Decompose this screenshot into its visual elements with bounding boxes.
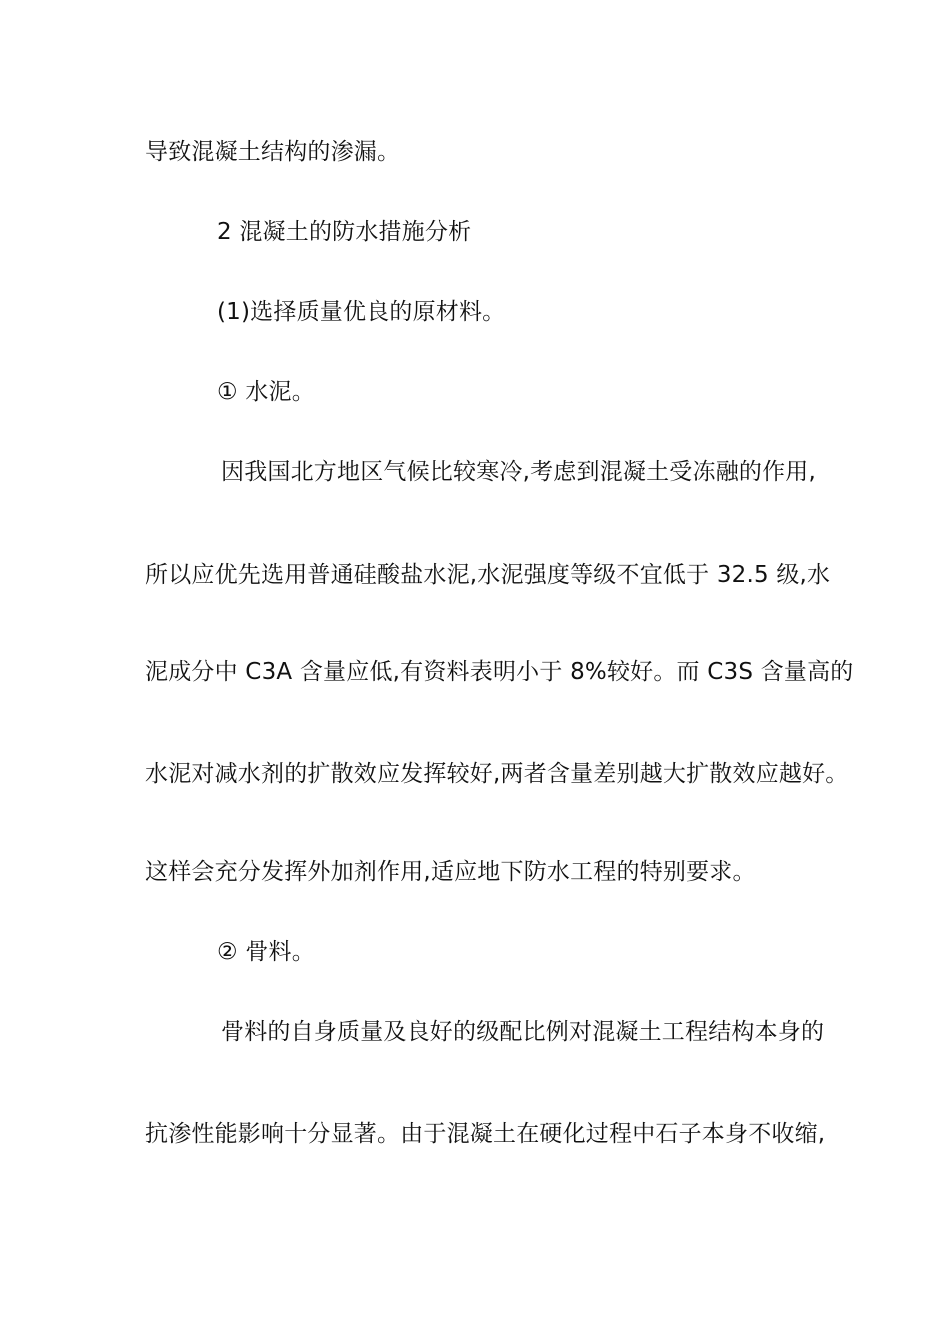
paragraph-line: 骨料的自身质量及良好的级配比例对混凝土工程结构本身的 (221, 1019, 825, 1045)
section-heading: 2 混凝土的防水措施分析 (217, 219, 472, 245)
paragraph-line: 抗渗性能影响十分显著。由于混凝土在硬化过程中石子本身不收缩, (145, 1121, 826, 1147)
subsection-heading: (1)选择质量优良的原材料。 (217, 299, 506, 325)
paragraph-line: 因我国北方地区气候比较寒冷,考虑到混凝土受冻融的作用, (221, 459, 817, 485)
paragraph-line: 这样会充分发挥外加剂作用,适应地下防水工程的特别要求。 (145, 859, 756, 885)
item-heading-cement: ① 水泥。 (217, 379, 315, 405)
paragraph-line: 泥成分中 C3A 含量应低,有资料表明小于 8%较好。而 C3S 含量高的 (145, 659, 854, 685)
item-heading-aggregate: ② 骨料。 (217, 939, 315, 965)
paragraph-line-continuation: 导致混凝土结构的渗漏。 (145, 139, 401, 165)
paragraph-line: 所以应优先选用普通硅酸盐水泥,水泥强度等级不宜低于 32.5 级,水 (145, 562, 831, 588)
paragraph-line: 水泥对减水剂的扩散效应发挥较好,两者含量差别越大扩散效应越好。 (145, 761, 849, 787)
